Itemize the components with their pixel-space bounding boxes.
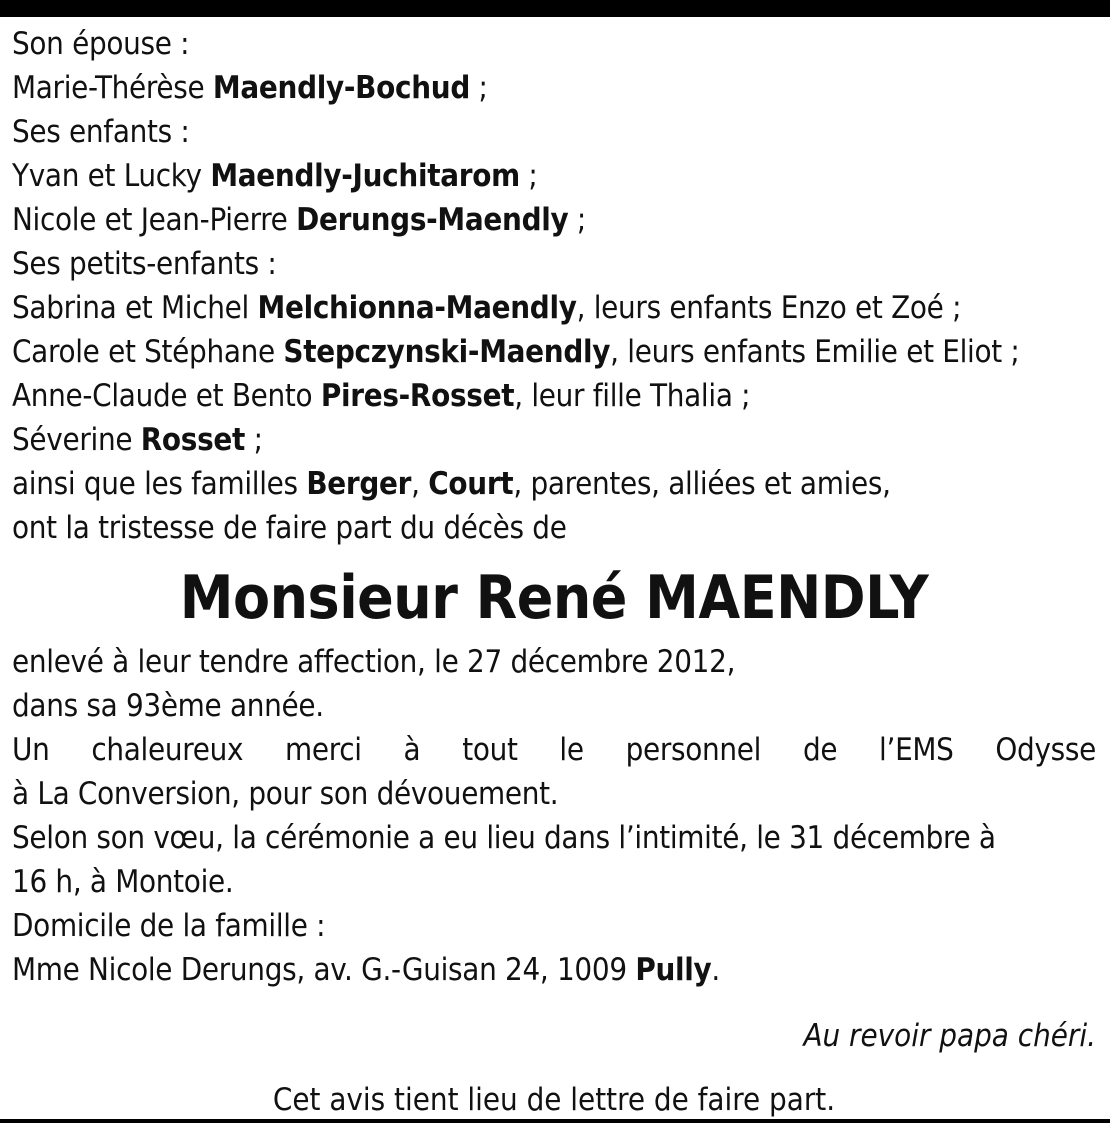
thanks-line-1: Un chaleureux merci à tout le personnel de l’EMS Odysse <box>12 732 1096 768</box>
footer-note: Cet avis tient lieu de lettre de faire part. <box>272 1082 836 1118</box>
top-border-rule <box>0 0 1110 17</box>
children-heading: Ses enfants : <box>12 114 190 150</box>
age-line: dans sa 93ème année. <box>12 688 324 724</box>
surname: Stepczynski-Maendly <box>283 334 611 370</box>
announcement-line: ont la tristesse de faire part du décès de <box>12 510 567 546</box>
city: Pully <box>635 952 712 988</box>
bottom-border-rule <box>0 1119 1110 1123</box>
surname: Maendly-Bochud <box>212 70 470 106</box>
death-date-line: enlevé à leur tendre affection, le 27 décembre 2012, <box>12 644 736 680</box>
surname: Pires-Rosset <box>320 378 515 414</box>
ceremony-line-2: 16 h, à Montoie. <box>12 864 234 900</box>
grandchildren-heading: Ses petits-enfants : <box>12 246 277 282</box>
domicile-heading: Domicile de la famille : <box>12 908 326 944</box>
spouse-heading: Son épouse : <box>12 26 190 62</box>
spouse-line: Marie-Thérèse Maendly-Bochud ; <box>12 70 488 106</box>
thanks-line-2: à La Conversion, pour son dévouement. <box>12 776 559 812</box>
surname: Rosset <box>140 422 246 458</box>
ceremony-line-1: Selon son vœu, la cérémonie a eu lieu dans l’intimité, le 31 décembre à <box>12 820 996 856</box>
child-line-1: Yvan et Lucky Maendly-Juchitarom ; <box>12 158 538 194</box>
grandchild-line-3: Anne-Claude et Bento Pires-Rosset, leur fille Thalia ; <box>12 378 751 414</box>
surname: Melchionna-Maendly <box>257 290 577 326</box>
surname: Maendly-Juchitarom <box>210 158 520 194</box>
farewell-message: Au revoir papa chéri. <box>803 1018 1096 1054</box>
grandchild-line-2: Carole et Stéphane Stepczynski-Maendly, leurs enfants Emilie et Eliot ; <box>12 334 1020 370</box>
child-line-2: Nicole et Jean-Pierre Derungs-Maendly ; <box>12 202 587 238</box>
surname: Berger <box>306 466 412 502</box>
notice-body <box>12 22 1096 1122</box>
deceased-name: Monsieur René MAENDLY <box>179 563 929 633</box>
grandchild-line-1: Sabrina et Michel Melchionna-Maendly, leurs enfants Enzo et Zoé ; <box>12 290 962 326</box>
grandchild-line-4: Séverine Rosset ; <box>12 422 263 458</box>
surname: Court <box>428 466 514 502</box>
domicile-address: Mme Nicole Derungs, av. G.-Guisan 24, 1009 Pully. <box>12 952 720 988</box>
surname: Derungs-Maendly <box>296 202 569 238</box>
families-line: ainsi que les familles Berger, Court, parentes, alliées et amies, <box>12 466 891 502</box>
